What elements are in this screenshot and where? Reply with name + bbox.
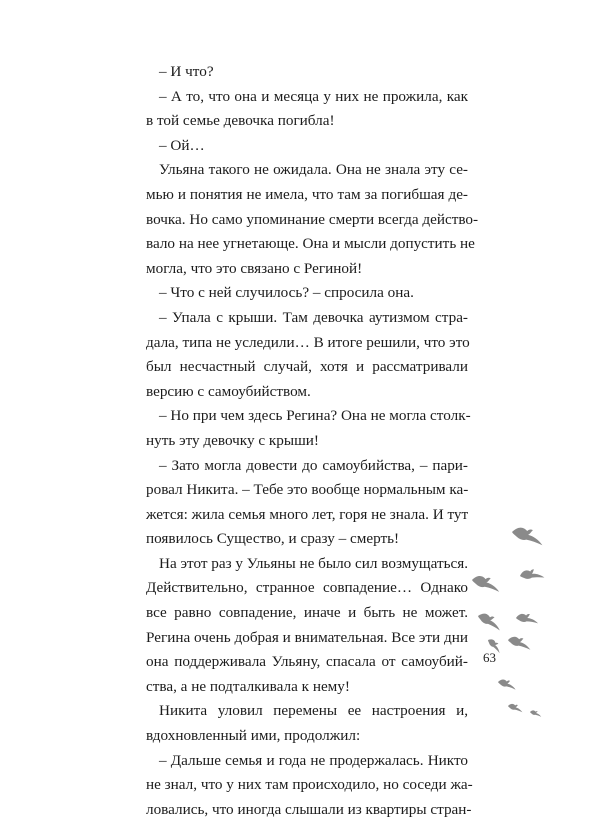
body-text: [146, 60, 479, 822]
text-line: – И что?: [159, 63, 214, 80]
bird-icon: [519, 565, 545, 585]
text-line: дала, типа не уследили… В итоге решили, что это: [146, 333, 470, 351]
bird-icon: [472, 576, 499, 592]
text-line: – Зато могла довести до самоубийства, – пари-: [159, 456, 468, 474]
bird-icon: [485, 638, 503, 653]
text-line: Ульяна такого не ожидала. Она не знала эту се-: [159, 161, 468, 179]
text-line: вало на нее угнетающе. Она и мысли допустить не: [146, 235, 475, 253]
text-line: – Упала с крыши. Там девочка аутизмом стра-: [159, 308, 468, 326]
text-line: – А то, что она и месяца у них не прожила, как: [159, 87, 468, 105]
bird-icon: [498, 679, 516, 689]
text-line: жется: жила семья много лет, горя не знала. И тут: [146, 505, 469, 523]
text-line: – Но при чем здесь Регина? Она не могла столк-: [159, 407, 471, 425]
text-line: Действительно, странное совпадение… Однако: [146, 579, 468, 597]
bird-icon: [476, 613, 502, 631]
text-line: нуть эту девочку с крыши!: [146, 431, 319, 449]
text-line: мью и понятия не имела, что там за погибшая де-: [146, 185, 468, 203]
text-line: На этот раз у Ульяны не было сил возмущаться.: [159, 554, 469, 572]
text-line: версию с самоубийством.: [146, 382, 311, 400]
text-line: Никита уловил перемены ее настроения и,: [159, 702, 468, 720]
bird-icon: [530, 710, 541, 717]
text-line: – Дальше семья и года не продержалась. Никто: [159, 751, 468, 769]
text-line: ловались, что иногда слышали из квартиры стран-: [146, 800, 472, 818]
text-line: вочка. Но само упоминание смерти всегда действо-: [146, 210, 479, 228]
text-line: не знал, что у них там происходило, но соседи жа-: [146, 776, 473, 794]
text-line: могла, что это связано с Региной!: [146, 259, 363, 277]
text-line: все равно совпадение, иначе и быть не может.: [146, 604, 468, 622]
text-line: в той семье девочка погибла!: [146, 112, 335, 130]
text-line: Регина очень добрая и внимательная. Все эти дни: [146, 628, 468, 646]
text-line: ровал Никита. – Тебе это вообще нормальным ка-: [146, 481, 469, 499]
text-line: появилось Существо, и сразу – смерть!: [146, 530, 400, 548]
bird-icon: [508, 704, 522, 712]
page-number: 63: [483, 650, 496, 665]
text-line: ства, а не подталкивала к нему!: [146, 677, 350, 695]
bird-icon: [515, 611, 538, 627]
bird-icon: [512, 528, 542, 546]
text-line: – Что с ней случилось? – спросила она.: [159, 284, 414, 302]
text-line: вдохновленный ими, продолжил:: [146, 727, 361, 745]
text-line: был несчастный случай, хотя и рассматривали: [146, 358, 468, 376]
bird-icon: [508, 637, 530, 650]
text-line: – Ой…: [159, 136, 205, 154]
flock-of-birds-icon: [450, 510, 600, 750]
text-line: она поддерживала Ульяну, спасала от самоубий-: [146, 653, 468, 671]
